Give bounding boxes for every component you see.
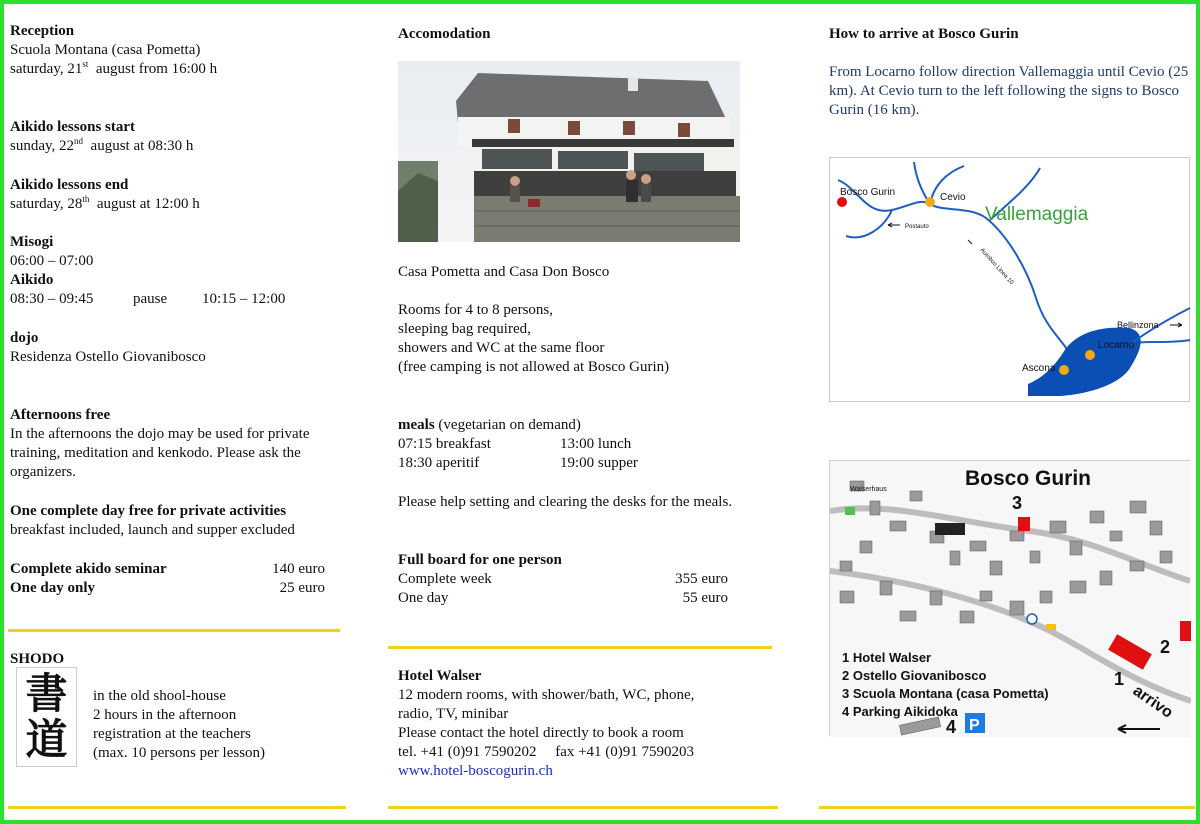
accommodation-details bbox=[398, 263, 743, 608]
divider bbox=[8, 629, 340, 632]
hotel-title: Hotel Walser bbox=[398, 668, 482, 684]
divider bbox=[819, 806, 1195, 809]
map-label-postauto: Postauto bbox=[905, 224, 929, 230]
village-map-title: Bosco Gurin bbox=[965, 467, 1092, 490]
photo-caption: Casa Pometta and Casa Don Bosco bbox=[398, 264, 610, 280]
divider bbox=[388, 806, 778, 809]
village-number-4: 4 bbox=[946, 717, 957, 737]
hotel-website-link[interactable]: www.hotel-boscogurin.ch bbox=[398, 763, 553, 779]
directions-text: From Locarno follow direction Vallemaggia until Cevio (25 km). At Cevio turn to the left following the signs to Bosco Gurin (16 km). bbox=[829, 64, 1189, 118]
bosco-gurin-village-map bbox=[829, 460, 1190, 736]
parking-icon: P bbox=[969, 717, 980, 734]
divider bbox=[8, 806, 346, 809]
aikido-title: Aikido bbox=[10, 272, 54, 288]
meals-row: 07:15 breakfast 13:00 lunch bbox=[398, 436, 632, 452]
afternoons-text: In the afternoons the dojo may be used for private training, meditation and kenkodo. Please ask the organizers. bbox=[10, 426, 310, 480]
rooms-line: showers and WC at the same floor bbox=[398, 340, 605, 356]
start-title: Aikido lessons start bbox=[10, 119, 136, 135]
dayfree-title: One complete day free for private activities bbox=[10, 503, 287, 519]
map-label-linea: Autobus Linea 10 bbox=[978, 247, 1015, 287]
rooms-line: Rooms for 4 to 8 persons, bbox=[398, 302, 553, 318]
dayfree-text: breakfast included, launch and supper excluded bbox=[10, 522, 295, 538]
rooms-line: (free camping is not allowed at Bosco Gurin) bbox=[398, 359, 670, 375]
meals-row: 18:30 aperitif 19:00 supper bbox=[398, 455, 638, 471]
vallemaggia-map bbox=[829, 157, 1190, 402]
hotel-line: 12 modern rooms, with shower/bath, WC, phone, bbox=[398, 687, 695, 703]
fullboard-day: One day 55 euro bbox=[398, 590, 728, 606]
map-label-ascona: Ascona bbox=[1022, 363, 1056, 374]
help-text: Please help setting and clearing the desks for the meals. bbox=[398, 494, 733, 510]
reception-date: saturday, 21st august from 16:00 h bbox=[10, 59, 218, 77]
aikido-times: 08:30 – 09:45 pause 10:15 – 12:00 bbox=[10, 291, 286, 307]
rooms-line: sleeping bag required, bbox=[398, 321, 531, 337]
meals-title: meals (vegetarian on demand) bbox=[398, 417, 581, 433]
end-date: saturday, 28th august at 12:00 h bbox=[10, 194, 200, 212]
map-label-bellinzona: Bellinzona bbox=[1117, 320, 1159, 330]
hotel-line: radio, TV, minibar bbox=[398, 706, 509, 722]
afternoons-title: Afternoons free bbox=[10, 407, 111, 423]
arrive-title: How to arrive at Bosco Gurin bbox=[829, 26, 1019, 42]
column-schedule bbox=[10, 22, 340, 598]
village-legend-3: 3 Scuola Montana (casa Pometta) bbox=[842, 686, 1049, 701]
map-label-vallemaggia: Vallemaggia bbox=[985, 204, 1089, 225]
village-number-2: 2 bbox=[1160, 637, 1171, 657]
map-label-locarno: Locarno bbox=[1098, 340, 1135, 351]
price-day: One day only 25 euro bbox=[10, 580, 325, 596]
hotel-line: tel. +41 (0)91 7590202 fax +41 (0)91 7590203 bbox=[398, 744, 695, 760]
hotel-line: Please contact the hotel directly to book a room bbox=[398, 725, 684, 741]
village-legend-2: 2 Ostello Giovanibosco bbox=[842, 668, 987, 683]
map-label-bosco: Bosco Gurin bbox=[840, 187, 896, 198]
start-date: sunday, 22nd august at 08:30 h bbox=[10, 136, 194, 154]
hotel-walser-section bbox=[398, 667, 743, 781]
misogi-time: 06:00 – 07:00 bbox=[10, 253, 94, 269]
divider bbox=[388, 646, 772, 649]
village-label-arrivo: arrivo bbox=[1129, 682, 1176, 722]
village-number-3: 3 bbox=[1012, 493, 1023, 513]
dojo-title: dojo bbox=[10, 330, 39, 346]
fullboard-title: Full board for one person bbox=[398, 552, 562, 568]
village-label-walserhaus: Walserhaus bbox=[850, 486, 887, 493]
shodo-text: in the old shool-house 2 hours in the afternoon registration at the teachers (max. 10 persons per lesson) bbox=[93, 688, 266, 761]
accommodation-title: Accomodation bbox=[398, 26, 491, 42]
village-legend-1: 1 Hotel Walser bbox=[842, 650, 932, 665]
price-complete: Complete akido seminar 140 euro bbox=[10, 561, 325, 577]
shodo-calligraphy-image: 書 道 bbox=[16, 667, 77, 767]
hotel-building-photo bbox=[398, 61, 740, 242]
reception-title: Reception bbox=[10, 23, 75, 39]
shodo-title: SHODO bbox=[10, 651, 65, 667]
fullboard-week: Complete week 355 euro bbox=[398, 571, 728, 587]
reception-place: Scuola Montana (casa Pometta) bbox=[10, 42, 201, 58]
end-title: Aikido lessons end bbox=[10, 177, 129, 193]
village-legend-4: 4 Parking Aikidoka bbox=[842, 704, 958, 719]
dojo-place: Residenza Ostello Giovanibosco bbox=[10, 349, 206, 365]
village-number-1: 1 bbox=[1114, 669, 1125, 689]
misogi-title: Misogi bbox=[10, 234, 54, 250]
map-label-cevio: Cevio bbox=[940, 192, 966, 203]
